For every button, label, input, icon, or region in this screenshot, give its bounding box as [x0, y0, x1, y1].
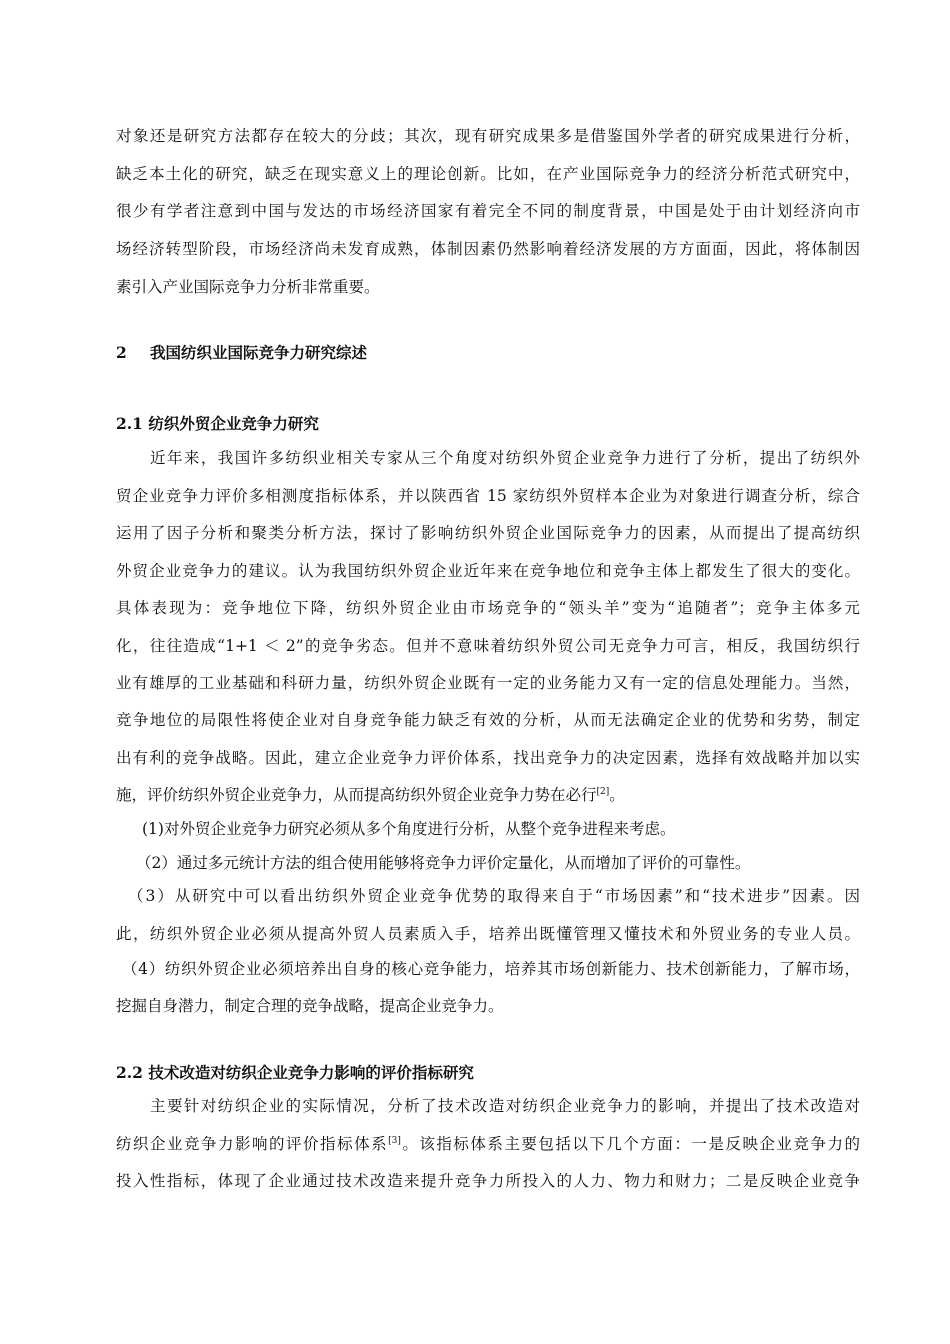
- paragraph-2-text: 施，评价纺织外贸企业竞争力，从而提高纺织外贸企业竞争力势在必行: [116, 786, 597, 804]
- paragraph-1-line: 对象还是研究方法都存在较大的分歧；其次，现有研究成果多是借鉴国外学者的研究成果进行分析，: [116, 127, 860, 145]
- paragraph-3-line: 投入性指标，体现了企业通过技术改造来提升竞争力所投入的人力、物力和财力；二是反映企业竞争: [116, 1172, 860, 1190]
- paragraph-2-line: 化，往往造成“1+1 ＜ 2”的竞争劣态。但并不意味着纺织外贸公司无竞争力可言，相反，我国纺织行: [116, 637, 860, 655]
- paragraph-1-line: 素引入产业国际竞争力分析非常重要。: [116, 278, 380, 296]
- paragraph-2-line: 贸企业竞争力评价多相测度指标体系，并以陕西省 15 家纺织外贸样本企业为对象进行调查分析，综合: [116, 487, 860, 505]
- paragraph-2-line: 出有利的竞争战略。因此，建立企业竞争力评价体系，找出竞争力的决定因素，选择有效战略并加以实: [116, 749, 860, 767]
- paragraph-2-end: 。: [609, 786, 625, 804]
- paragraph-2-line: 运用了因子分析和聚类分析方法，探讨了影响纺织外贸企业国际竞争力的因素，从而提出了提高纺织: [116, 524, 860, 542]
- paragraph-2-line: 业有雄厚的工业基础和科研力量，纺织外贸企业既有一定的业务能力又有一定的信息处理能力。当然，: [116, 674, 860, 692]
- paragraph-2-line: 竞争地位的局限性将使企业对自身竞争能力缺乏有效的分析，从而无法确定企业的优势和劣势，制定: [116, 711, 860, 729]
- section-2-title: 我国纺织业国际竞争力研究综述: [150, 343, 368, 362]
- citation-ref-2: [2]: [596, 786, 610, 797]
- paragraph-2-line: 具体表现为：竞争地位下降，纺织外贸企业由市场竞争的“领头羊”变为“追随者”；竞争主体多元: [116, 599, 860, 617]
- section-2-1-heading: 2.1 纺织外贸企业竞争力研究: [116, 414, 319, 433]
- section-2-2-heading: 2.2 技术改造对纺织企业竞争力影响的评价指标研究: [116, 1063, 474, 1082]
- citation-ref-3: [3]: [388, 1135, 401, 1146]
- list-item-3-line: 此，纺织外贸企业必须从提高外贸人员素质入手，培养出既懂管理又懂技术和外贸业务的专业人员。: [116, 925, 860, 943]
- paragraph-2-line: 外贸企业竞争力的建议。认为我国纺织外贸企业近年来在竞争地位和竞争主体上都发生了很大的变化。: [116, 562, 860, 580]
- paragraph-1-line: 很少有学者注意到中国与发达的市场经济国家有着完全不同的制度背景，中国是处于由计划经济向市: [116, 202, 860, 220]
- section-2-heading: [116, 343, 367, 363]
- paragraph-2-line: [116, 785, 860, 805]
- paragraph-3-text: 纺织企业竞争力影响的评价指标体系: [116, 1135, 389, 1153]
- list-item-1: (1)对外贸企业竞争力研究必须从多个角度进行分析，从整个竞争进程来考虑。: [142, 820, 676, 838]
- paragraph-3-text-rest: 。该指标体系主要包括以下几个方面：一是反映企业竞争力的: [400, 1135, 860, 1153]
- section-2-number: 2: [116, 343, 127, 362]
- list-item-4-line: （4）纺织外贸企业必须培养出自身的核心竞争能力，培养其市场创新能力、技术创新能力，了解市场，: [122, 960, 860, 978]
- paragraph-2-line: 近年来，我国许多纺织业相关专家从三个角度对纺织外贸企业竞争力进行了分析，提出了纺织外: [150, 449, 860, 467]
- list-item-2: （2）通过多元统计方法的组合使用能够将竞争力评价定量化，从而增加了评价的可靠性。: [136, 854, 751, 872]
- paragraph-1-line: 场经济转型阶段，市场经济尚未发育成熟，体制因素仍然影响着经济发展的方方面面，因此，将体制因: [116, 240, 860, 258]
- list-item-4-line: 挖掘自身潜力，制定合理的竞争战略，提高企业竞争力。: [116, 997, 504, 1015]
- paragraph-3-line: 主要针对纺织企业的实际情况，分析了技术改造对纺织企业竞争力的影响，并提出了技术改造对: [150, 1097, 860, 1115]
- paragraph-3-line: [116, 1134, 860, 1154]
- paragraph-1-line: 缺乏本土化的研究，缺乏在现实意义上的理论创新。比如，在产业国际竞争力的经济分析范式研究中，: [116, 165, 860, 183]
- list-item-3-line: （3）从研究中可以看出纺织外贸企业竞争优势的取得来自于“市场因素”和“技术进步”因素。因: [128, 887, 860, 905]
